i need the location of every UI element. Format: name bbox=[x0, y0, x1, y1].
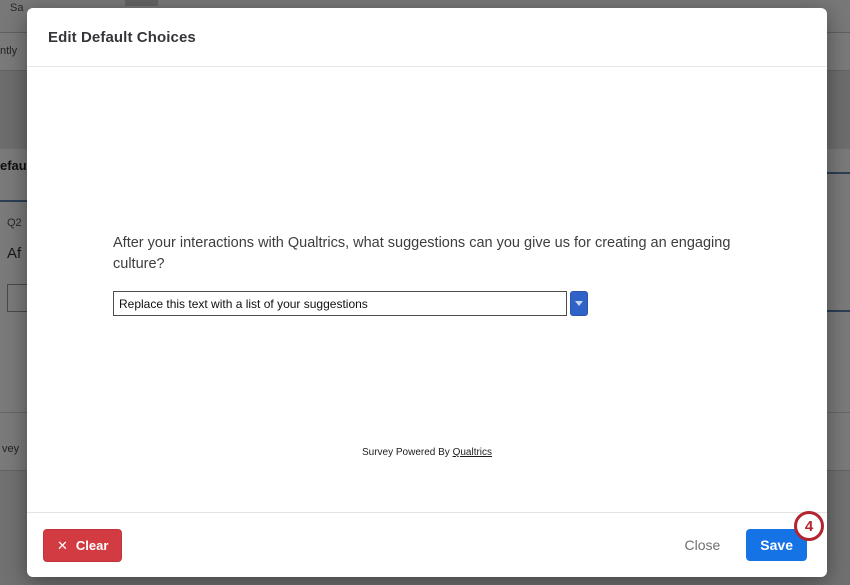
default-choice-input[interactable] bbox=[113, 291, 567, 316]
powered-by-text: Survey Powered By bbox=[361, 447, 450, 458]
qualtrics-link[interactable]: Qualtrics bbox=[452, 447, 493, 458]
x-icon: ✕ bbox=[57, 537, 68, 553]
answer-row bbox=[113, 291, 588, 316]
close-button[interactable]: Close bbox=[684, 537, 721, 553]
clear-button-label: Clear bbox=[75, 537, 109, 553]
dialog-title: Edit Default Choices bbox=[48, 28, 196, 46]
survey-preview bbox=[27, 67, 827, 512]
step-annotation-badge: 4 bbox=[794, 511, 824, 541]
dialog-header bbox=[27, 8, 827, 67]
dropdown-button[interactable] bbox=[570, 291, 588, 316]
edit-default-choices-dialog bbox=[27, 8, 827, 577]
caret-down-icon bbox=[575, 301, 583, 306]
survey-powered-by bbox=[27, 447, 827, 458]
dialog-footer bbox=[27, 512, 827, 577]
clear-button[interactable] bbox=[43, 529, 122, 562]
save-button[interactable]: Save bbox=[746, 529, 807, 561]
question-text: After your interactions with Qualtrics, what suggestions can you give us for creating an engaging culture? bbox=[113, 235, 731, 272]
